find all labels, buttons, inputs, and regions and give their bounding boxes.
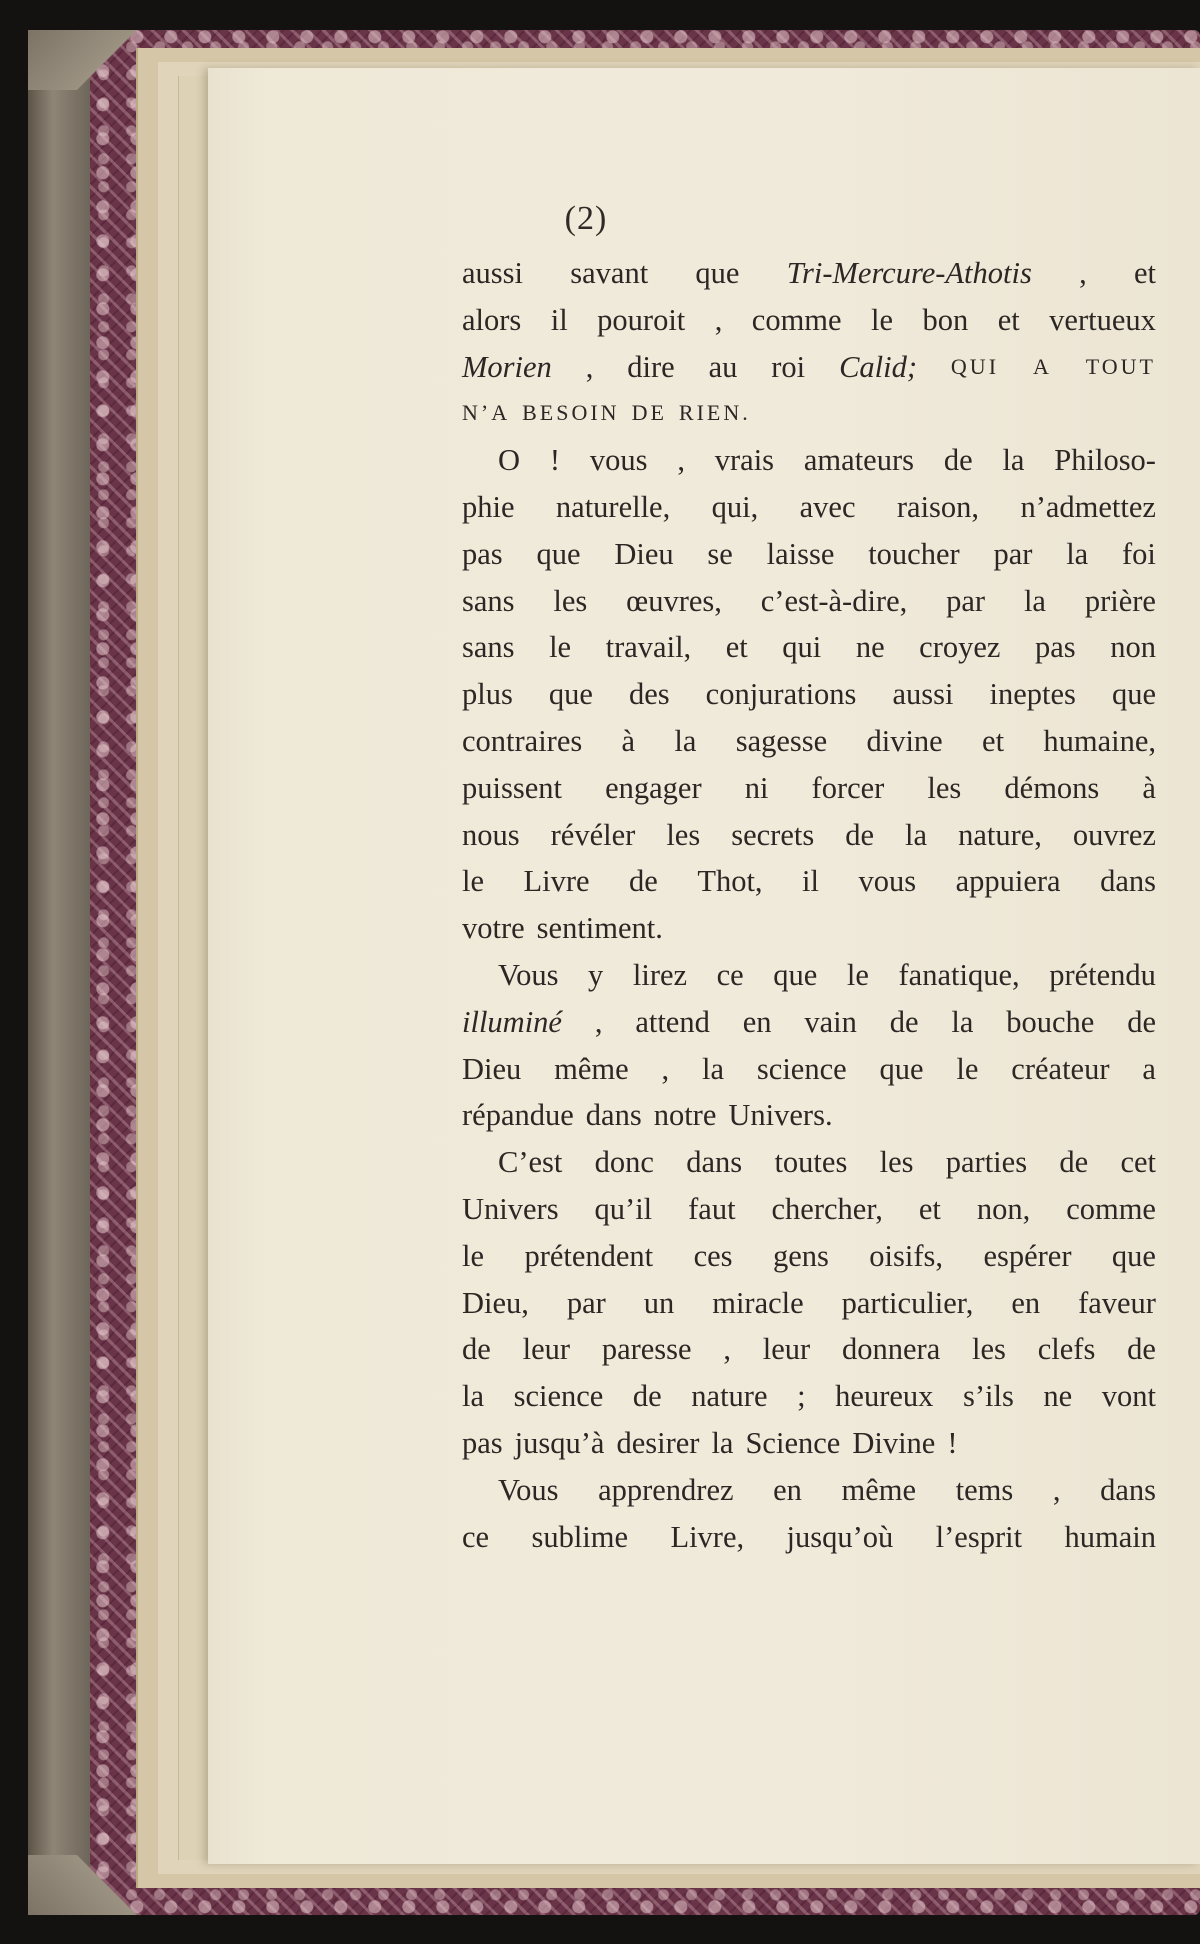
word: vous <box>589 443 648 478</box>
word: ! <box>549 443 561 478</box>
word: sans <box>462 630 515 665</box>
word: apprendrez <box>598 1472 734 1507</box>
word: croyez <box>919 630 1001 665</box>
text-line <box>462 812 1156 859</box>
word: bon <box>922 302 969 337</box>
word: le <box>956 1051 979 1086</box>
word: ouvrez <box>1072 817 1156 852</box>
word: notre <box>653 1098 717 1133</box>
text-line <box>462 1046 1156 1093</box>
word: de <box>462 1332 491 1367</box>
word: leur <box>522 1332 571 1367</box>
word: cet <box>1120 1145 1156 1180</box>
word: ! <box>947 1425 958 1460</box>
word: par <box>566 1285 606 1320</box>
text-line <box>462 1139 1156 1186</box>
word: TOUT <box>1085 353 1156 379</box>
word: jusqu’où <box>786 1519 894 1554</box>
word: toucher <box>868 536 960 571</box>
text-line <box>462 1326 1156 1373</box>
word: tems <box>955 1472 1014 1507</box>
word: engager <box>605 770 702 805</box>
word: il <box>550 302 568 337</box>
word: Univers <box>462 1191 559 1226</box>
text-line <box>462 671 1156 718</box>
word: Dieu, <box>462 1285 529 1320</box>
word: secrets <box>731 817 815 852</box>
word: les <box>879 1145 914 1180</box>
word: que <box>773 957 818 992</box>
word: bouche <box>1006 1004 1095 1039</box>
word: aussi <box>462 256 523 290</box>
word: raison, <box>896 489 980 524</box>
word: conjurations <box>705 677 857 712</box>
word: vain <box>804 1004 857 1039</box>
word: science <box>756 1051 847 1086</box>
word: chercher, <box>771 1191 883 1226</box>
word: illuminé <box>462 1004 562 1039</box>
text-line <box>462 765 1156 812</box>
word: divine <box>866 723 943 758</box>
word: la <box>951 1004 974 1039</box>
word: le <box>846 957 869 992</box>
word: vont <box>1101 1379 1156 1414</box>
word: prétendu <box>1049 957 1156 992</box>
word: contraires <box>462 723 583 758</box>
word: qu’il <box>594 1191 653 1226</box>
page-number <box>0 200 1200 238</box>
word: vertueux <box>1049 302 1156 337</box>
word: QUI <box>950 353 1000 379</box>
word: non, <box>976 1191 1031 1226</box>
word: de <box>632 1379 662 1414</box>
word: amateurs <box>803 443 914 478</box>
word: le <box>462 1238 485 1273</box>
word: des <box>628 677 670 712</box>
word: dans <box>585 1098 642 1133</box>
text-line <box>462 718 1156 765</box>
word: ce <box>462 1519 490 1554</box>
word: , <box>1052 1472 1061 1507</box>
word: et <box>918 1191 941 1226</box>
word: sagesse <box>735 723 828 758</box>
word: nous <box>462 817 520 852</box>
word: a <box>1142 1051 1156 1086</box>
word: clefs <box>1037 1332 1096 1367</box>
word: humain <box>1064 1519 1156 1554</box>
word: leur <box>762 1332 811 1367</box>
word: C’est <box>498 1145 563 1180</box>
word: se <box>707 536 733 571</box>
word: plus <box>462 677 513 712</box>
word: de <box>845 817 875 852</box>
word: toutes <box>774 1145 848 1180</box>
word: en <box>1011 1285 1041 1320</box>
text-line <box>462 344 1156 391</box>
word: la <box>462 1379 485 1414</box>
word: avec <box>799 489 856 524</box>
word: que <box>1111 1238 1156 1273</box>
word: en <box>742 1004 772 1039</box>
word: sentiment. <box>536 911 663 946</box>
word: travail, <box>605 630 692 665</box>
word: à <box>621 723 636 758</box>
word: dans <box>686 1145 743 1180</box>
word: Tri-Mercure-Athotis <box>786 256 1032 290</box>
word: y <box>588 957 604 992</box>
word: prétendent <box>524 1238 654 1273</box>
word: phie <box>462 489 515 524</box>
word: attend <box>635 1004 710 1039</box>
word: créateur <box>1011 1051 1110 1086</box>
word: votre <box>462 911 525 946</box>
word: comme <box>1066 1191 1156 1226</box>
word: aussi <box>892 677 954 712</box>
word: non <box>1110 630 1156 665</box>
word: de <box>629 864 658 899</box>
word: c’est-à-dire, <box>760 583 908 618</box>
word: nature <box>691 1379 768 1414</box>
word: un <box>643 1285 675 1320</box>
word: vous <box>858 864 917 899</box>
word: N’A <box>462 400 511 426</box>
word: O <box>498 443 521 478</box>
word: donnera <box>842 1332 941 1367</box>
word: Thot, <box>697 864 763 899</box>
word: Vous <box>498 1472 559 1507</box>
word: le <box>462 864 485 899</box>
word: les <box>927 770 962 805</box>
word: miracle <box>712 1285 804 1320</box>
word: Livre <box>523 864 590 899</box>
word: forcer <box>811 770 885 805</box>
word: de <box>943 443 973 478</box>
word: comme <box>751 302 842 337</box>
word: la <box>1002 443 1025 478</box>
word: de <box>1059 1145 1089 1180</box>
word: espérer <box>983 1238 1072 1273</box>
text-line <box>462 484 1156 531</box>
text-line <box>462 905 1156 952</box>
word: sublime <box>531 1519 629 1554</box>
word: la <box>1066 536 1089 571</box>
word: les <box>666 817 701 852</box>
text-line <box>462 624 1156 671</box>
text-line <box>462 1186 1156 1233</box>
word: faveur <box>1078 1285 1156 1320</box>
word: et <box>982 723 1005 758</box>
word: que <box>695 256 740 290</box>
word: il <box>802 864 819 899</box>
word: pas <box>1034 630 1076 665</box>
text-line <box>462 1233 1156 1280</box>
word: en <box>773 1472 802 1507</box>
word: à <box>1142 770 1156 805</box>
word: la <box>1023 583 1046 618</box>
text-line <box>462 437 1156 484</box>
text-line <box>462 1467 1156 1514</box>
text-line <box>462 858 1156 905</box>
word: jusqu’à <box>514 1425 605 1460</box>
word: révéler <box>550 817 636 852</box>
text-line <box>462 531 1156 578</box>
word: la <box>711 1425 734 1460</box>
word: même <box>554 1051 629 1086</box>
word: démons <box>1004 770 1100 805</box>
word: qui <box>782 630 822 665</box>
word: , <box>661 1051 670 1086</box>
word: Divine <box>852 1425 936 1460</box>
word: la <box>702 1051 725 1086</box>
word: vrais <box>714 443 775 478</box>
text-line <box>462 297 1156 344</box>
word: de <box>1127 1004 1156 1039</box>
word: au <box>708 349 738 384</box>
word: que <box>536 536 581 571</box>
word: savant <box>570 256 649 290</box>
word: RIEN. <box>678 400 751 426</box>
word: ineptes <box>989 677 1076 712</box>
word: nature, <box>958 817 1042 852</box>
word: les <box>553 583 588 618</box>
word: le <box>549 630 572 665</box>
word: de <box>889 1004 919 1039</box>
word: Philoso- <box>1054 443 1156 478</box>
word: DE <box>631 400 667 426</box>
word: l’esprit <box>935 1519 1023 1554</box>
word: naturelle, <box>555 489 671 524</box>
word: alors <box>462 302 522 337</box>
word: BESOIN <box>522 400 620 426</box>
word: heureux <box>835 1379 934 1414</box>
word: desirer <box>616 1425 700 1460</box>
word: roi <box>771 349 806 384</box>
word: dans <box>1100 1472 1156 1507</box>
word: n’admettez <box>1020 489 1156 524</box>
word: que <box>1111 677 1156 712</box>
word: pouroit <box>597 302 686 337</box>
word: même <box>841 1472 917 1507</box>
word: par <box>993 536 1033 571</box>
text-line <box>462 250 1156 297</box>
word: gens <box>772 1238 829 1273</box>
word: prière <box>1084 583 1156 618</box>
text-line <box>462 1092 1156 1139</box>
cover-corner-bottom <box>28 1855 148 1915</box>
word: parties <box>945 1145 1028 1180</box>
word: s’ils <box>962 1379 1014 1414</box>
word: ce <box>716 957 744 992</box>
word: sans <box>462 583 515 618</box>
word: la <box>674 723 697 758</box>
word: ces <box>693 1238 733 1273</box>
word: Calid; <box>839 349 918 384</box>
word: et <box>725 630 748 665</box>
word: science <box>513 1379 604 1414</box>
word: faut <box>688 1191 736 1226</box>
word: qui, <box>711 489 759 524</box>
text-line <box>462 952 1156 999</box>
page-body-text <box>462 250 1156 1560</box>
word: ne <box>855 630 885 665</box>
word: œuvres, <box>626 583 722 618</box>
word: donc <box>594 1145 654 1180</box>
text-line <box>462 1514 1156 1561</box>
word: répandue <box>462 1098 574 1133</box>
word: Livre, <box>670 1519 745 1554</box>
word: lirez <box>632 957 688 992</box>
word: paresse <box>601 1332 692 1367</box>
word: puissent <box>462 770 562 805</box>
word: dire <box>627 349 675 384</box>
text-line <box>462 999 1156 1046</box>
word: le <box>871 302 894 337</box>
cover-spine <box>28 30 90 1915</box>
word: Science <box>745 1425 841 1460</box>
word: , <box>723 1332 731 1367</box>
text-line <box>462 1280 1156 1327</box>
word: , <box>714 302 723 337</box>
word: dans <box>1100 864 1156 899</box>
word: Morien <box>462 349 552 384</box>
word: et <box>1133 256 1156 290</box>
word: pas <box>462 1425 503 1460</box>
word: , <box>585 349 594 384</box>
word: , <box>594 1004 603 1039</box>
word: les <box>972 1332 1006 1367</box>
cover-corner-top <box>28 30 148 90</box>
word: Dieu <box>462 1051 522 1086</box>
word: ; <box>797 1379 806 1414</box>
page-number-text: (2) <box>564 200 608 237</box>
text-line <box>462 1373 1156 1420</box>
word: Vous <box>498 957 559 992</box>
word: Dieu <box>614 536 674 571</box>
word: appuiera <box>955 864 1061 899</box>
word: laisse <box>766 536 835 571</box>
word: foi <box>1122 536 1156 571</box>
word: fanatique, <box>898 957 1020 992</box>
word: que <box>548 677 593 712</box>
word: de <box>1127 1332 1156 1367</box>
word: , <box>1079 256 1087 290</box>
word: par <box>946 583 986 618</box>
text-line <box>462 390 1156 437</box>
word: humaine, <box>1043 723 1156 758</box>
word: , <box>677 443 685 478</box>
text-line <box>462 578 1156 625</box>
word: et <box>997 302 1020 337</box>
word: ni <box>744 770 769 805</box>
word: ne <box>1043 1379 1073 1414</box>
word: la <box>905 817 928 852</box>
word: particulier, <box>841 1285 974 1320</box>
word: que <box>879 1051 924 1086</box>
word: pas <box>462 536 503 571</box>
word: A <box>1032 353 1052 379</box>
text-line <box>462 1420 1156 1467</box>
word: oisifs, <box>869 1238 944 1273</box>
word: Univers. <box>728 1098 833 1133</box>
